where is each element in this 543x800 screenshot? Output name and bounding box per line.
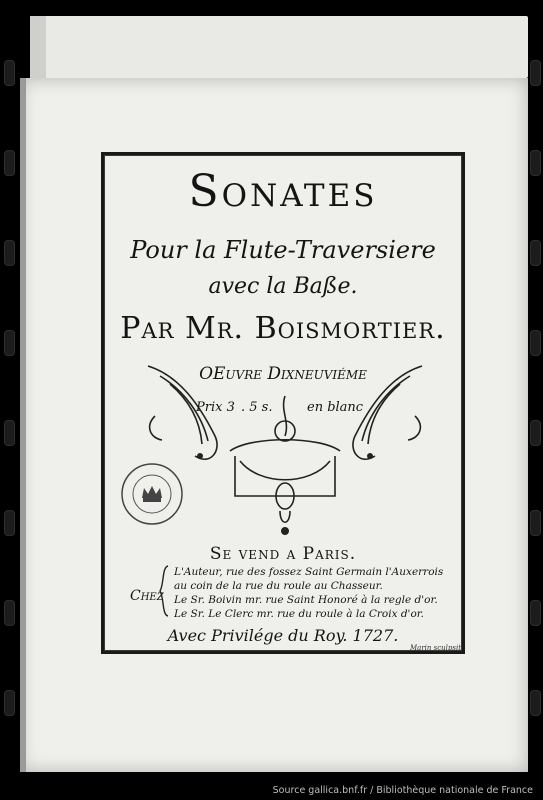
film-hole <box>530 60 541 86</box>
film-hole <box>530 330 541 356</box>
film-hole <box>4 600 15 626</box>
price-prefix: Prix 3 <box>196 400 235 415</box>
film-hole <box>530 240 541 266</box>
chez-label: Chez <box>130 588 164 604</box>
protective-tab <box>30 16 528 78</box>
subtitle-line-1: Pour la Flute-Traversiere <box>130 236 436 264</box>
sold-at-line: Se vend a Paris. <box>209 544 357 564</box>
film-hole <box>4 690 15 716</box>
address-line-1: L'Auteur, rue des fossez Saint Germain l'Auxerrois <box>174 566 444 578</box>
price-suffix: en blanc <box>307 400 364 415</box>
source-footer <box>0 782 543 800</box>
subtitle-line-2: avec la Baße. <box>208 274 358 299</box>
film-hole <box>4 330 15 356</box>
film-hole <box>530 420 541 446</box>
film-hole <box>530 600 541 626</box>
composer-line: Par Mr. Boismortier. <box>120 311 446 346</box>
film-hole <box>530 150 541 176</box>
privilege-line: Avec Privilége du Roy. 1727. <box>167 626 399 645</box>
engraver-signature: Marin sculpsit <box>410 644 462 652</box>
film-hole <box>4 150 15 176</box>
film-hole <box>530 510 541 536</box>
film-hole <box>4 420 15 446</box>
price-mid: . 5 s. <box>241 400 273 415</box>
brace-icon <box>159 565 169 617</box>
address-line-2: au coin de la rue du roule au Chasseur. <box>174 580 383 592</box>
page-spine-shadow <box>20 78 26 772</box>
film-hole <box>4 60 15 86</box>
library-stamp-icon <box>120 462 184 526</box>
opus-line: OEuvre Dixneuviéme <box>199 364 367 384</box>
film-hole <box>4 510 15 536</box>
protective-tab-edge <box>30 16 46 78</box>
address-line-4: Le Sr. Le Clerc mr. rue du roule à la Croix d'or. <box>174 608 424 620</box>
film-hole <box>4 240 15 266</box>
address-line-3: Le Sr. Boivin mr. rue Saint Honoré à la regle d'or. <box>174 594 438 606</box>
film-hole <box>530 690 541 716</box>
page-title: Sonates <box>188 166 378 217</box>
source-credit: Source gallica.bnf.fr / Bibliothèque nationale de France <box>272 785 533 796</box>
